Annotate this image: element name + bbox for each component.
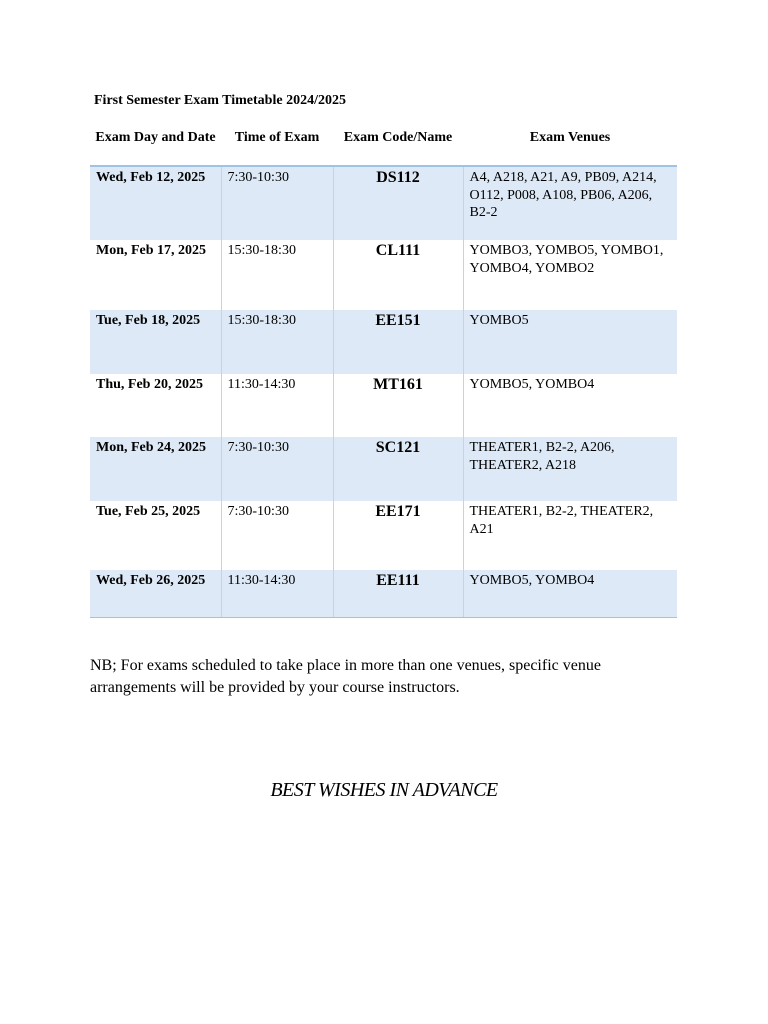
table-row [90,437,677,501]
exam-code: EE171 [333,501,463,570]
table-row [90,240,677,310]
exam-venues: YOMBO5, YOMBO4 [463,570,677,617]
header-venues: Exam Venues [463,126,677,166]
exam-date: Mon, Feb 17, 2025 [96,243,207,258]
exam-venues: YOMBO5 [463,310,677,374]
exam-time: 7:30-10:30 [221,166,333,240]
exam-date: Wed, Feb 12, 2025 [90,166,221,240]
exam-date: Thu, Feb 20, 2025 [96,377,203,392]
closing-message: BEST WISHES IN ADVANCE [270,779,498,801]
exam-venues: YOMBO3, YOMBO5, YOMBO1, YOMBO4, YOMBO2 [463,240,677,310]
exam-time: 15:30-18:30 [221,240,333,310]
exam-time: 7:30-10:30 [221,437,333,501]
exam-time: 7:30-10:30 [221,501,333,570]
header-time: Time of Exam [221,126,333,166]
table-row [90,166,677,240]
exam-venues: A4, A218, A21, A9, PB09, A214, O112, P008, A108, PB06, A206, B2-2 [463,166,677,240]
exam-date: Tue, Feb 25, 2025 [96,504,201,519]
table-row [90,374,677,437]
venue-note: NB; For exams scheduled to take place in more than one venues, specific venue arrangements will be provided by your course instructors. [90,657,601,696]
table-row [90,501,677,570]
exam-code: DS112 [333,166,463,240]
exam-code: MT161 [333,374,463,437]
exam-code: EE111 [333,570,463,617]
exam-time: 11:30-14:30 [221,374,333,437]
page-title: First Semester Exam Timetable 2024/2025 [94,93,346,108]
exam-timetable [90,126,677,618]
table-row [90,570,677,617]
header-date: Exam Day and Date [90,126,221,166]
exam-code: EE151 [333,310,463,374]
exam-time: 15:30-18:30 [221,310,333,374]
header-code: Exam Code/Name [333,126,463,166]
exam-venues: YOMBO5, YOMBO4 [463,374,677,437]
exam-date: Tue, Feb 18, 2025 [90,310,221,374]
exam-date: Wed, Feb 26, 2025 [90,570,221,617]
table-header-row [90,126,677,166]
exam-venues: THEATER1, B2-2, A206, THEATER2, A218 [463,437,677,501]
exam-time: 11:30-14:30 [221,570,333,617]
table-row [90,310,677,374]
exam-venues: THEATER1, B2-2, THEATER2, A21 [463,501,677,570]
exam-date: Mon, Feb 24, 2025 [90,437,221,501]
exam-code: CL111 [333,240,463,310]
exam-code: SC121 [333,437,463,501]
